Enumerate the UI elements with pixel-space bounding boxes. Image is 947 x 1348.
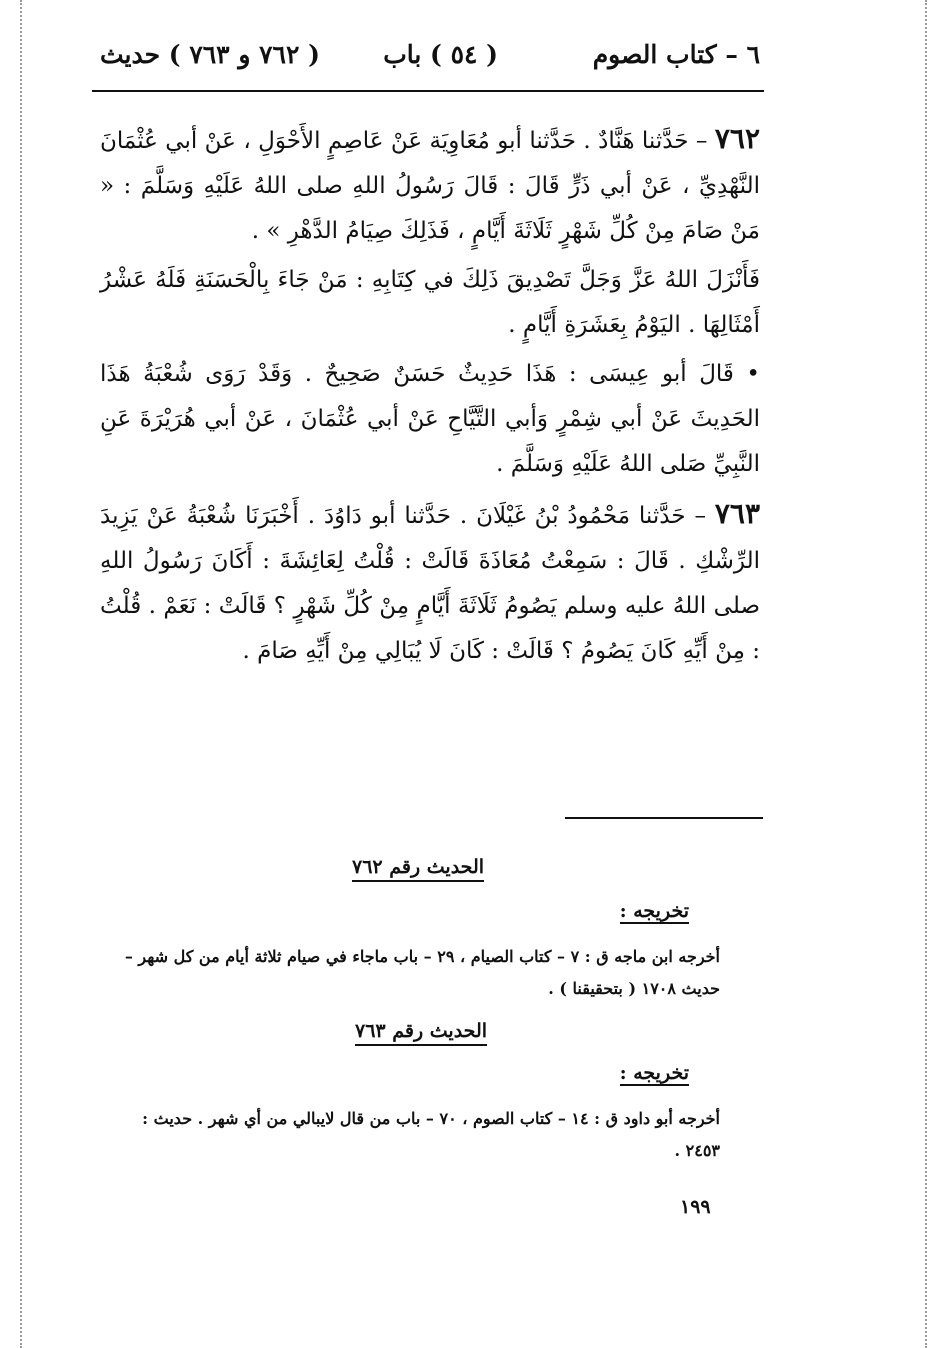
hadith-762-number: ٧٦٢: [714, 122, 760, 155]
footnote-separator: [565, 817, 763, 819]
main-text: [100, 116, 760, 678]
hadith-762: [100, 116, 760, 254]
hadith-763-text: – حَدَّثنا مَحْمُودُ بْنُ غَيْلَانَ . حَدَّثنا أبو دَاوُدَ . أَخْبَرَنَا شُعْبَةُ عَنْ يَزِيدَ الرِّشْكِ . قَالَ : سَمِعْتُ مُعَاذَةَ قَالَتْ : قُلْتُ لِعَائِشَةَ : أَكَانَ رَسُولُ اللهِ صلى اللهُ عليه وسلم يَصُومُ ثَلَاثَةَ أَيَّامٍ مِنْ كُلِّ شَهْرٍ ؟ قَالَتْ : نَعَمْ . قُلْتُ : مِنْ أَيِّهِ كَانَ يَصُومُ ؟ قَالَتْ : كَانَ لَا يُبَالِي مِنْ أَيِّهِ صَامَ .: [100, 503, 760, 664]
footnote-762-label: تخريجه :: [619, 900, 689, 922]
footnote-763-title: الحديث رقم ٧٦٣: [355, 1020, 487, 1046]
footnote-762-text: أخرجه ابن ماجه ق : ٧ – كتاب الصيام ، ٢٩ – باب ماجاء في صيام ثلاثة أيام من كل شهر – حديث ١٧٠٨ ( بتحقيقنا ) .: [124, 947, 720, 998]
header-rule: [92, 90, 764, 92]
footnote-762-title: الحديث رقم ٧٦٢: [352, 856, 484, 882]
running-head-hadith-range: ( ٧٦٢ و ٧٦٣ ) حديث: [100, 40, 320, 69]
page-number: ١٩٩: [680, 1196, 711, 1218]
hadith-762-text: – حَدَّثنا هَنَّادٌ . حَدَّثنا أبو مُعَاوِيَة عَنْ عَاصِمٍ الأَحْوَلِ ، عَنْ أبي عُثْمَانَ النَّهْدِيِّ ، عَنْ أبي ذَرٍّ قَالَ : قَالَ رَسُولُ اللهِ صلى اللهُ عَلَيْهِ وَسَلَّمَ : « مَنْ صَامَ مِنْ كُلِّ شَهْرٍ ثَلَاثَةَ أَيَّامٍ ، فَذَلِكَ صِيَامُ الدَّهْرِ » .: [100, 128, 760, 244]
hadith-763: [100, 491, 760, 674]
hadith-762-comment: • قَالَ أبو عِيسَى : هَذَا حَدِيثٌ حَسَنٌ صَحِيحٌ . وَقَدْ رَوَى شُعْبَةُ هَذَا الحَدِيثَ عَنْ أبي شِمْرٍ وَأبي التَّيَّاحِ عَنْ أبي عُثْمَانَ ، عَنْ أبي هُرَيْرَةَ عَنِ النَّبِيِّ صَلى اللهُ عَلَيْهِ وَسَلَّمَ .: [100, 361, 760, 477]
hadith-762-verse: فَأَنْزَلَ اللهُ عَزَّ وَجَلَّ تَصْدِيقَ ذَلِكَ في كِتَابِهِ : مَنْ جَاءَ بِالْحَسَنَةِ فَلَهُ عَشْرُ أَمْثَالِهَا . اليَوْمُ بِعَشَرَةِ أَيَّامٍ .: [100, 267, 760, 338]
running-head-section: ٦ – كتاب الصوم: [592, 40, 760, 69]
running-head-chapter: ( ٥٤ ) باب: [383, 40, 498, 69]
hadith-763-number: ٧٦٣: [714, 497, 761, 530]
footnote-763-label: تخريجه :: [619, 1062, 689, 1084]
running-head: [100, 40, 760, 84]
footnote-763-text: أخرجه أبو داود ق : ١٤ – كتاب الصوم ، ٧٠ – باب من قال لايبالي من أي شهر . حديث : ٢٤٥٣ .: [142, 1109, 720, 1160]
